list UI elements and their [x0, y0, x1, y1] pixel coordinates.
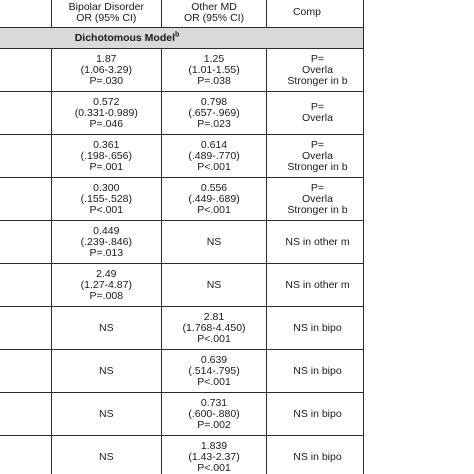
header-bipolar-line-1: Bipolar Disorder	[68, 0, 144, 13]
cell-bipolar	[51, 92, 162, 135]
cell-other	[162, 393, 267, 436]
cell-bipolar-line: 0.300	[93, 181, 120, 194]
cell-other-line: (.514-.795)	[188, 364, 240, 377]
header-bipolar-line-2: OR (95% CI)	[76, 11, 137, 24]
cell-other-line: (.600-.880)	[188, 407, 240, 420]
cell-other-line: 0.798	[200, 95, 228, 108]
cell-other	[162, 307, 267, 350]
row-label-cell	[0, 393, 51, 436]
cell-other-line: (1.768-4.450)	[182, 321, 246, 334]
header-other-cell	[162, 0, 267, 28]
cell-bipolar	[51, 350, 162, 393]
cell-other	[162, 264, 267, 307]
cell-other-line: P=.002	[197, 418, 231, 431]
cell-comparison-line: NS in bipo	[293, 450, 342, 463]
row-label-cell	[0, 92, 51, 135]
cell-other-line: 0.556	[200, 181, 228, 194]
cell-other-line: (1.43-2.37)	[188, 450, 240, 463]
cell-comparison	[266, 350, 363, 393]
table-row	[0, 49, 364, 92]
cell-comparison-line: NS in bipo	[293, 321, 342, 334]
table-row	[0, 221, 364, 264]
cell-comparison	[266, 264, 363, 307]
cell-other	[162, 221, 267, 264]
cell-comparison-line: Stronger in b	[287, 203, 348, 216]
cell-bipolar-line: NS	[99, 364, 114, 377]
table-row	[0, 92, 364, 135]
cell-bipolar	[51, 49, 162, 92]
cell-other-line: P<.001	[197, 375, 231, 388]
cell-comparison	[266, 178, 363, 221]
cell-comparison-line: Overla	[302, 112, 333, 124]
cell-bipolar-line: (1.27-4.87)	[80, 278, 132, 291]
cell-comparison-line: P=	[310, 101, 325, 113]
cell-other-line: P<.001	[197, 203, 231, 216]
cell-other-line: NS	[206, 278, 222, 291]
cell-other-line: P<.001	[197, 332, 231, 345]
cell-comparison	[266, 221, 363, 264]
cell-comparison	[266, 92, 363, 135]
cell-comparison	[266, 307, 363, 350]
row-label-cell	[0, 307, 51, 350]
cell-other-line: P<.001	[197, 461, 231, 474]
cell-bipolar-line: P=.046	[89, 117, 124, 130]
cell-bipolar-line: P=.013	[89, 246, 124, 259]
cell-other	[162, 49, 267, 92]
header-other-line-2: OR (95% CI)	[183, 11, 245, 24]
cell-other	[162, 436, 267, 474]
cell-bipolar-line: P=.008	[89, 289, 124, 302]
row-label-cell	[0, 350, 51, 393]
cell-comparison	[266, 436, 363, 474]
cell-other-line: 2.81	[203, 310, 225, 323]
cell-other-line: 1.25	[203, 52, 225, 65]
cell-other	[162, 350, 267, 393]
row-label-cell	[0, 49, 51, 92]
section-row	[0, 28, 364, 49]
cell-other-line: (.489-.770)	[188, 149, 240, 162]
cell-comparison	[266, 135, 363, 178]
table-row	[0, 436, 364, 474]
cell-bipolar-line: (.239-.846)	[80, 235, 132, 248]
cell-bipolar-line: NS	[99, 407, 114, 420]
cell-comparison-line: Overla	[302, 192, 333, 205]
table-row	[0, 135, 364, 178]
table-row	[0, 264, 364, 307]
row-label-cell	[0, 436, 51, 474]
section-title-cell	[0, 28, 364, 49]
cell-comparison-line: P=	[310, 181, 325, 194]
cell-bipolar-line: 0.572	[93, 95, 120, 108]
header-label-cell	[0, 0, 51, 28]
cell-comparison-line: Overla	[302, 149, 333, 162]
section-title-superscript: b	[175, 31, 180, 38]
cell-other-line: 1.839	[200, 439, 228, 452]
row-label-cell	[0, 264, 51, 307]
cell-bipolar	[51, 307, 162, 350]
cell-other-line: 0.639	[200, 353, 228, 366]
header-other-line-1: Other MD	[191, 0, 237, 13]
cell-other-line: (1.01-1.55)	[188, 63, 240, 76]
header-row	[0, 0, 364, 28]
cell-other-line: (.449-.689)	[188, 192, 240, 205]
cell-comparison-line: P=	[310, 138, 325, 151]
cell-bipolar-line: 0.361	[93, 138, 120, 151]
cell-bipolar-line: NS	[99, 321, 114, 334]
cell-bipolar-line: (0.331-0.989)	[74, 106, 138, 119]
cell-bipolar-line: NS	[99, 450, 114, 463]
table-row	[0, 393, 364, 436]
cell-bipolar	[51, 178, 162, 221]
cell-comparison-line: Stronger in b	[287, 74, 348, 87]
cell-other-line: 0.614	[200, 138, 228, 151]
cell-other-line: 0.731	[200, 396, 228, 409]
cell-bipolar-line: (1.06-3.29)	[80, 63, 132, 76]
cell-comparison-line: NS in bipo	[293, 364, 342, 377]
cell-bipolar-line: (.155-.528)	[80, 192, 132, 205]
cell-other-line: P<.001	[197, 160, 231, 173]
table-row	[0, 350, 364, 393]
cell-other-line: P=.023	[197, 117, 231, 130]
cell-comparison-line: NS in other m	[285, 278, 350, 291]
cell-comparison-line: NS in bipo	[293, 407, 342, 420]
row-label-cell	[0, 221, 51, 264]
cell-other	[162, 178, 267, 221]
table-row	[0, 307, 364, 350]
row-label-cell	[0, 135, 51, 178]
table-row	[0, 178, 364, 221]
cell-comparison-line: Overla	[302, 63, 333, 76]
cell-bipolar	[51, 264, 162, 307]
section-title: Dichotomous Model	[74, 31, 176, 44]
cell-other	[162, 135, 267, 178]
cell-bipolar	[51, 221, 162, 264]
header-comparison-cell	[266, 0, 363, 28]
header-comparison-label: Comp	[292, 6, 321, 18]
cell-bipolar	[51, 393, 162, 436]
cell-other-line: P=.038	[197, 74, 231, 87]
header-bipolar-cell	[51, 0, 162, 28]
cell-comparison-line: Stronger in b	[287, 160, 348, 173]
cell-bipolar-line: P<.001	[89, 203, 124, 216]
cell-other-line: (.657-.969)	[188, 106, 240, 119]
cell-other-line: NS	[206, 235, 222, 248]
cell-comparison	[266, 49, 363, 92]
cell-bipolar-line: 1.87	[96, 52, 117, 65]
cell-comparison	[266, 393, 363, 436]
cell-bipolar	[51, 135, 162, 178]
cell-bipolar-line: P=.030	[89, 74, 124, 87]
cell-bipolar-line: 0.449	[93, 224, 120, 237]
cell-comparison-line: NS in other m	[285, 235, 350, 248]
cell-bipolar	[51, 436, 162, 474]
cell-comparison-line: P=	[310, 52, 325, 65]
cell-other	[162, 92, 267, 135]
row-label-cell	[0, 178, 51, 221]
cell-bipolar-line: (.198-.656)	[80, 149, 132, 162]
cell-bipolar-line: 2.49	[96, 267, 117, 280]
cell-bipolar-line: P=.001	[89, 160, 124, 173]
